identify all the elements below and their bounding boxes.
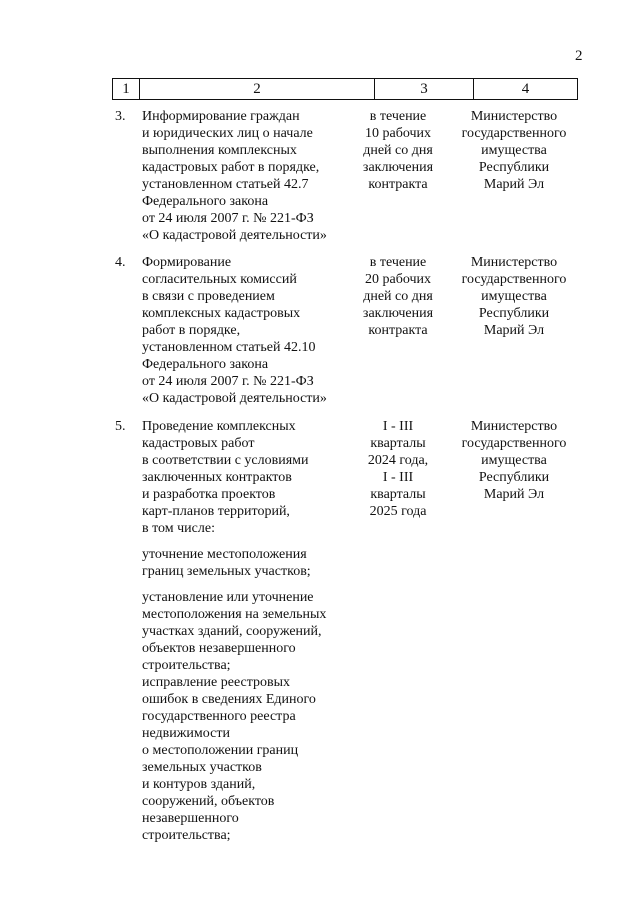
period-line: контракта xyxy=(368,323,428,338)
description-line: установленном статьей 42.7 xyxy=(142,177,309,192)
description-line: ошибок в сведениях Единого xyxy=(142,692,316,707)
period-line: 2024 года, xyxy=(367,453,429,468)
header-col-4: 4 xyxy=(521,80,530,97)
description-line: участках зданий, сооружений, xyxy=(142,624,322,639)
row-responsible xyxy=(450,418,578,503)
description-line: незавершенного xyxy=(142,811,239,826)
description-line: строительства; xyxy=(142,828,231,843)
period-line: контракта xyxy=(368,177,428,192)
responsible-line: государственного xyxy=(461,272,567,287)
description-line: комплексных кадастровых xyxy=(142,306,301,321)
description-line: границ земельных участков; xyxy=(142,564,311,579)
description-line: «О кадастровой деятельности» xyxy=(142,391,327,406)
description-line: уточнение местоположения xyxy=(142,547,307,562)
responsible-line: Марий Эл xyxy=(483,323,545,338)
period-line: I - III xyxy=(382,419,414,434)
responsible-line: имущества xyxy=(481,143,547,158)
description-line: установленном статьей 42.10 xyxy=(142,340,316,355)
period-line: заключения xyxy=(362,306,434,321)
description-line: недвижимости xyxy=(142,726,230,741)
description-line: и юридических лиц о начале xyxy=(142,126,313,141)
row-number: 3. xyxy=(115,109,126,124)
description-line: в том числе: xyxy=(142,521,215,536)
description-line: от 24 июля 2007 г. № 221-ФЗ xyxy=(142,374,314,389)
description-line: заключенных контрактов xyxy=(142,470,292,485)
period-line: дней со дня xyxy=(363,289,433,304)
subitem-buildings xyxy=(142,589,357,844)
description-line: Федерального закона xyxy=(142,194,269,209)
responsible-line: Министерство xyxy=(470,419,558,434)
description-line: кадастровых работ в порядке, xyxy=(142,160,320,175)
period-line: в течение xyxy=(369,255,427,270)
description-line: карт-планов территорий, xyxy=(142,504,290,519)
header-col-2: 2 xyxy=(140,79,375,99)
period-line: 10 рабочих xyxy=(364,126,431,141)
row-responsible xyxy=(450,254,578,339)
description-line: земельных участков xyxy=(142,760,262,775)
responsible-line: Министерство xyxy=(470,255,558,270)
description-line: Проведение комплексных xyxy=(142,419,296,434)
responsible-line: Марий Эл xyxy=(483,487,545,502)
responsible-line: имущества xyxy=(481,453,547,468)
description-line: и контуров зданий, xyxy=(142,777,256,792)
responsible-line: имущества xyxy=(481,289,547,304)
header-col-1: 1 xyxy=(113,79,140,99)
responsible-line: государственного xyxy=(461,436,567,451)
description-line: Формирование xyxy=(142,255,232,270)
description-line: местоположения на земельных xyxy=(142,607,327,622)
responsible-line: Министерство xyxy=(470,109,558,124)
row-period xyxy=(346,108,450,193)
row-period xyxy=(346,254,450,339)
period-line: I - III xyxy=(382,470,414,485)
responsible-line: Марий Эл xyxy=(483,177,545,192)
period-line: в течение xyxy=(369,109,427,124)
header-col-3: 3 xyxy=(375,79,474,99)
description-line: о местоположении границ xyxy=(142,743,299,758)
description-line: Информирование граждан xyxy=(142,109,300,124)
row-description xyxy=(142,254,357,407)
description-line: Федерального закона xyxy=(142,357,269,372)
period-line: дней со дня xyxy=(363,143,433,158)
description-line: в связи с проведением xyxy=(142,289,275,304)
description-line: выполнения комплексных xyxy=(142,143,297,158)
period-line: кварталы xyxy=(370,436,426,451)
description-line: государственного реестра xyxy=(142,709,296,724)
description-line: от 24 июля 2007 г. № 221-ФЗ xyxy=(142,211,314,226)
row-responsible xyxy=(450,108,578,193)
responsible-line: Республики xyxy=(478,306,550,321)
row-description xyxy=(142,108,357,244)
period-line: кварталы xyxy=(370,487,426,502)
description-line: и разработка проектов xyxy=(142,487,276,502)
subitem-boundaries xyxy=(142,546,357,580)
description-line: кадастровых работ xyxy=(142,436,255,451)
responsible-line: Республики xyxy=(478,160,550,175)
period-line: 2025 года xyxy=(369,504,427,519)
page-number: 2 xyxy=(575,48,583,64)
period-line: 20 рабочих xyxy=(364,272,431,287)
description-line: исправление реестровых xyxy=(142,675,291,690)
table-header-row xyxy=(112,78,578,100)
description-line: установление или уточнение xyxy=(142,590,314,605)
description-line: объектов незавершенного xyxy=(142,641,296,656)
description-line: строительства; xyxy=(142,658,231,673)
description-line: сооружений, объектов xyxy=(142,794,275,809)
row-number: 5. xyxy=(115,419,126,434)
row-number: 4. xyxy=(115,255,126,270)
description-line: работ в порядке, xyxy=(142,323,241,338)
row-description xyxy=(142,418,357,844)
responsible-line: государственного xyxy=(461,126,567,141)
description-line: в соответствии с условиями xyxy=(142,453,309,468)
description-line: «О кадастровой деятельности» xyxy=(142,228,327,243)
period-line: заключения xyxy=(362,160,434,175)
description-line: согласительных комиссий xyxy=(142,272,297,287)
responsible-line: Республики xyxy=(478,470,550,485)
row-period xyxy=(346,418,450,520)
